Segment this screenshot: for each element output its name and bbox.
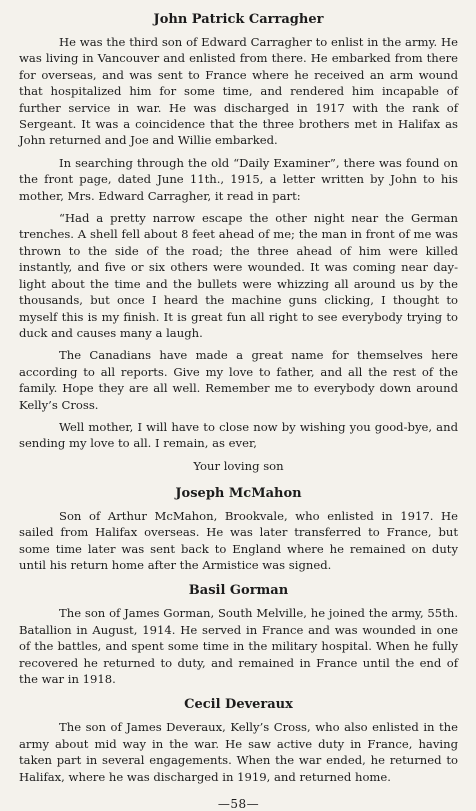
letter-paragraph: The Canadians have made a great name for themselves here according to all reports. Give my love to father, and all the rest of the family. Hope they are all well. Remember me to everybody down around Kelly’s Cross. [19, 348, 458, 412]
section-heading: Basil Gorman [188, 583, 289, 599]
letter-paragraph: Well mother, I will have to close now by wishing you good-bye, and sending my love to all. I remain, as ever, [19, 419, 458, 451]
paragraph: He was the third son of Edward Carragher to enlist in the army. He was living in Vancouver and enlisted from there. He embarked from there for overseas, and was sent to France where he received an arm wound that hospitalized him for some time, and rendered him incapable of further service in war. He was discharged in 1917 with the rank of Sergeant. It was a coincidence that the three brothers met in Halifax as John returned and Joe and Willie embarked. [19, 35, 458, 148]
page-number: —58— [217, 797, 260, 811]
section-heading: Cecil Deveraux [184, 697, 293, 713]
paragraph: The son of James Deveraux, Kelly’s Cross, who also enlisted in the army about mid way in the war. He saw active duty in France, having taken part in several engagements. When the war ended, he returned to Halifax, where he was discharged in 1919, and returned home. [19, 720, 458, 784]
paragraph: The son of James Gorman, South Melville, he joined the army, 55th. Batallion in August, 1914. He served in France and was wounded in one of the battles, and spent some time in the military hospital. When he fully recovered he returned to duty, and remained in France until the end of the war in 1918. [19, 606, 458, 686]
section-john-patrick-carragher [19, 12, 458, 474]
section-heading: John Patrick Carragher [153, 12, 324, 27]
section-heading: Joseph McMahon [175, 485, 302, 501]
section-basil-gorman [19, 583, 458, 687]
section-cecil-deveraux [19, 697, 458, 785]
section-joseph-mcmahon [19, 486, 458, 574]
paragraph: Son of Arthur McMahon, Brookvale, who enlisted in 1917. He sailed from Halifax overseas. He was later transferred to France, but some time later was sent back to England where he remained on duty until his return home after the Armistice was signed. [19, 508, 458, 572]
paragraph: In searching through the old “Daily Examiner”, there was found on the front page, dated June 11th., 1915, a letter written by John to his mother, Mrs. Edward Carragher, it read in part: [19, 155, 458, 203]
letter-signoff: Your loving son [193, 458, 284, 473]
letter-paragraph: “Had a pretty narrow escape the other night near the German trenches. A shell fell about 8 feet ahead of me; the man in front of me was thrown to the side of the road; the three ahead of him were killed instantly, and five or six others were wounded. It was coming near day-light about the time and the bullets were whizzing all around us by the thousands, but once I heard the machine guns clicking, I thought to myself this is my finish. It is great fun all right to see everybody trying to duck and causes many a laugh. [19, 211, 458, 340]
